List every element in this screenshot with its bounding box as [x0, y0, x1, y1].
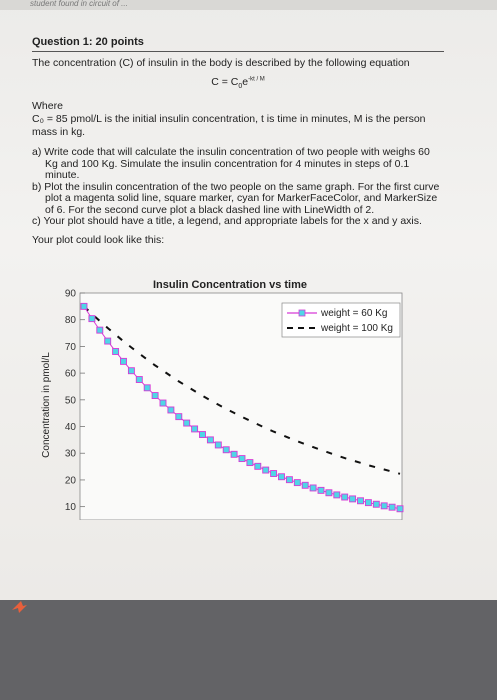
series-marker-60kg	[286, 477, 292, 483]
y-tick-label: 30	[64, 448, 76, 460]
series-marker-60kg	[152, 393, 158, 399]
question-content	[32, 36, 444, 247]
series-marker-60kg	[136, 377, 142, 383]
y-tick-label: 20	[64, 475, 76, 487]
series-marker-60kg	[168, 407, 174, 413]
y-tick-label: 90	[64, 288, 76, 300]
series-marker-60kg	[263, 467, 269, 473]
legend-marker-60kg	[299, 310, 305, 316]
title-divider	[32, 51, 444, 52]
where-text: C₀ = 85 pmol/L is the initial insulin concentration, t is time in minutes, M is the person mass in kg.	[32, 113, 426, 139]
series-marker-60kg	[223, 447, 229, 453]
where-label: Where	[32, 100, 63, 113]
series-marker-60kg	[121, 358, 127, 364]
preview-label: Your plot could look like this:	[32, 233, 165, 246]
series-marker-60kg	[231, 451, 237, 457]
series-marker-60kg	[105, 338, 111, 344]
series-marker-60kg	[397, 506, 403, 512]
series-marker-60kg	[365, 500, 371, 506]
series-marker-60kg	[160, 400, 166, 406]
task-item-b: b) Plot the insulin concentration of the two people on the same graph. For the first curve plot a magenta solid line, square marker, cyan for MarkerFaceColor, and MarkerSize of 6. For the second curve plot a black dashed line with LineWidth of 2.	[32, 180, 440, 216]
equation	[32, 76, 444, 90]
series-marker-60kg	[255, 463, 261, 469]
page-header-strip: student found in circuit of ...	[0, 0, 497, 10]
series-marker-60kg	[373, 501, 379, 507]
y-tick-label: 50	[64, 395, 76, 407]
series-marker-60kg	[279, 474, 285, 480]
y-tick-label: 40	[64, 422, 76, 434]
series-marker-60kg	[342, 494, 348, 500]
question-title: Question 1: 20 points	[32, 36, 144, 48]
chart-title: Insulin Concentration vs time	[152, 279, 308, 291]
series-marker-60kg	[310, 485, 316, 491]
series-marker-60kg	[326, 490, 332, 496]
series-marker-60kg	[247, 460, 253, 466]
legend-label-100kg: weight = 100 Kg	[321, 323, 393, 334]
y-tick-label: 80	[64, 315, 76, 327]
bottom-bar	[0, 600, 497, 700]
legend	[282, 303, 400, 337]
series-marker-60kg	[144, 385, 150, 391]
series-marker-60kg	[97, 327, 103, 333]
series-marker-60kg	[184, 420, 190, 426]
series-marker-60kg	[239, 456, 245, 462]
y-tick-label: 60	[64, 368, 76, 380]
series-marker-60kg	[215, 442, 221, 448]
series-marker-60kg	[192, 426, 198, 432]
series-marker-60kg	[113, 348, 119, 354]
equation-base: C = C	[211, 76, 239, 88]
series-marker-60kg	[271, 471, 277, 477]
series-marker-60kg	[381, 503, 387, 509]
insulin-chart	[36, 275, 414, 520]
series-marker-60kg	[334, 492, 340, 498]
series-marker-60kg	[128, 368, 134, 374]
legend-label-60kg: weight = 60 Kg	[321, 308, 388, 319]
series-marker-60kg	[318, 487, 324, 493]
series-marker-60kg	[302, 482, 308, 488]
series-marker-60kg	[389, 504, 395, 510]
back-arrow-icon[interactable]	[9, 596, 29, 616]
question-intro: The concentration (C) of insulin in the body is described by the following equation	[32, 57, 410, 69]
equation-e: e	[242, 76, 249, 88]
equation-subscript: 0	[238, 83, 243, 91]
task-item-a: a) Write code that will calculate the insulin concentration of two people with weighs 60 Kg and 100 Kg. Simulate the insulin concentration for 4 minutes in steps of 0.1 minute.	[32, 146, 430, 182]
series-marker-60kg	[294, 480, 300, 486]
series-marker-60kg	[207, 437, 213, 443]
y-axis-label: Concentration in pmol/L	[41, 352, 52, 458]
task-item-c: c) Your plot should have a title, a legend, and appropriate labels for the x and y axis.	[32, 215, 422, 228]
series-marker-60kg	[350, 496, 356, 502]
y-tick-label: 70	[64, 341, 76, 353]
series-marker-60kg	[81, 303, 87, 309]
series-marker-60kg	[358, 498, 364, 504]
equation-exponent: -kt / M	[248, 76, 265, 83]
series-marker-60kg	[200, 432, 206, 438]
y-tick-label: 10	[64, 502, 76, 514]
series-marker-60kg	[89, 316, 95, 322]
series-marker-60kg	[176, 414, 182, 420]
task-list	[32, 147, 444, 228]
